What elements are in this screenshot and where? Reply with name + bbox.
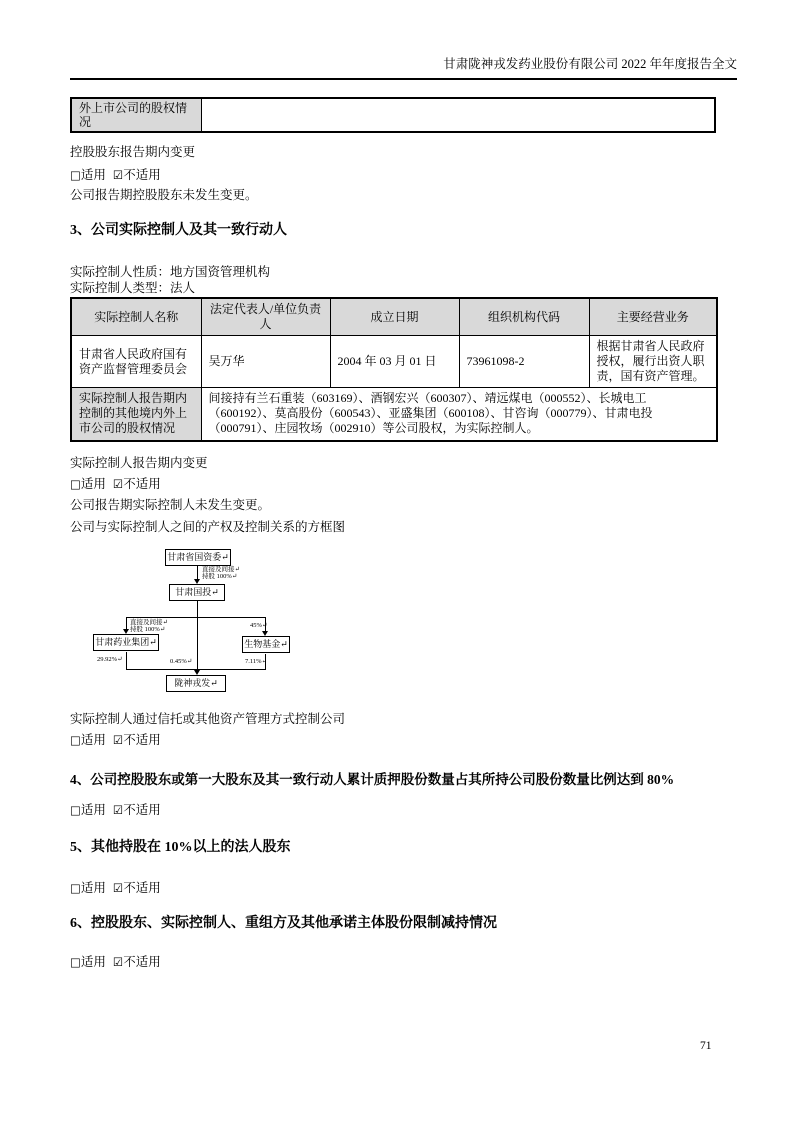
- arrow-down-icon: [262, 631, 268, 636]
- establish-date-cell: 2004 年 03 月 01 日: [330, 336, 459, 388]
- unchecked-checkbox-icon: □: [70, 732, 81, 747]
- checked-checkbox-icon: ☑: [112, 802, 124, 817]
- fragment-label-cell: 外上市公司的股权情况: [71, 98, 201, 132]
- connector-line: [126, 652, 127, 669]
- other-listed-value-cell: 间接持有兰石重装（603169）、酒钢宏兴（600307）、靖远煤电（000552）、长城电工（600192）、莫高股份（600543）、亚盛集团（600108）、甘咨询（000779）、甘肃电投（000791）、庄园牧场（002910）等公司股权，为实际控制人。: [201, 388, 717, 441]
- checked-checkbox-icon: ☑: [112, 880, 124, 895]
- other-listed-label-cell: 实际控制人报告期内控制的其他境内外上市公司的股权情况: [71, 388, 201, 441]
- col-header-establish-date: 成立日期: [330, 298, 459, 336]
- applicability-row: [70, 732, 737, 748]
- applicability-row: [70, 880, 737, 896]
- trust-control-title: 实际控制人通过信托或其他资产管理方式控制公司: [70, 711, 346, 726]
- table-row: [71, 98, 715, 132]
- ownership-structure-diagram: [70, 544, 716, 696]
- controller-change-title: 实际控制人报告期内变更: [70, 455, 208, 470]
- controller-nature-line: 实际控制人性质：地方国资管理机构: [70, 265, 271, 279]
- applicable-label: 适用: [80, 168, 106, 182]
- checked-checkbox-icon: ☑: [112, 732, 124, 747]
- connector-line: [197, 601, 198, 669]
- diagram-box-bio-fund: 生物基金↵: [242, 636, 290, 653]
- arrow-down-icon: [194, 579, 200, 584]
- controller-type-line: 实际控制人类型：法人: [70, 281, 196, 295]
- connector-line: [197, 566, 198, 580]
- checked-checkbox-icon: ☑: [112, 476, 124, 491]
- col-header-main-business: 主要经营业务: [589, 298, 717, 336]
- arrow-down-icon: [123, 629, 129, 634]
- table-row: [71, 336, 717, 388]
- holder-change-note: 公司报告期控股股东未发生变更。: [70, 188, 258, 202]
- not-applicable-label: 不适用: [123, 954, 161, 969]
- applicability-row: [70, 167, 737, 183]
- col-header-legal-rep: 法定代表人/单位负责人: [201, 298, 330, 336]
- unchecked-checkbox-icon: □: [70, 954, 81, 969]
- holder-change-title: 控股股东报告期内变更: [70, 145, 196, 159]
- applicable-label: 适用: [80, 802, 106, 817]
- connector-line: [126, 617, 266, 618]
- diagram-pct-pharma-group: 29.92%↵: [97, 655, 123, 663]
- checked-checkbox-icon: ☑: [112, 954, 124, 969]
- section3-heading: 3、公司实际控制人及其一致行动人: [70, 223, 287, 238]
- unchecked-checkbox-icon: □: [70, 802, 81, 817]
- applicability-row: [70, 954, 737, 970]
- applicability-row: [70, 476, 737, 492]
- not-applicable-label: 不适用: [123, 168, 161, 182]
- unchecked-checkbox-icon: □: [70, 168, 81, 182]
- diagram-box-company: 陇神戎发↵: [166, 675, 226, 692]
- table-header-row: [71, 298, 717, 336]
- applicable-label: 适用: [80, 880, 106, 895]
- not-applicable-label: 不适用: [123, 880, 161, 895]
- controller-name-cell: 甘肃省人民政府国有资产监督管理委员会: [71, 336, 201, 388]
- col-header-org-code: 组织机构代码: [459, 298, 589, 336]
- checked-checkbox-icon: ☑: [112, 168, 124, 182]
- controller-change-note: 公司报告期实际控制人未发生变更。: [70, 497, 271, 512]
- table-row: [71, 388, 717, 441]
- diagram-label-direct-holding: 直接及间接↵ 持股 100%↵: [202, 565, 240, 580]
- report-title: 甘肃陇神戎发药业股份有限公司 2022 年年度报告全文: [443, 57, 737, 71]
- applicability-row: [70, 802, 737, 818]
- diagram-caption: 公司与实际控制人之间的产权及控制关系的方框图: [70, 519, 346, 534]
- page-number: 71: [700, 1040, 712, 1052]
- unchecked-checkbox-icon: □: [70, 476, 81, 491]
- report-header: [70, 0, 737, 80]
- section4-heading: 4、公司控股股东或第一大股东及其一致行动人累计质押股份数量占其所持公司股份数量比例达到 80%: [70, 771, 675, 787]
- arrow-down-icon: [194, 670, 200, 675]
- section6-heading: 6、控股股东、实际控制人、重组方及其他承诺主体股份限制减持情况: [70, 915, 497, 931]
- fragment-value-cell: [201, 98, 715, 132]
- not-applicable-label: 不适用: [123, 802, 161, 817]
- not-applicable-label: 不适用: [123, 476, 161, 491]
- not-applicable-label: 不适用: [123, 732, 161, 747]
- diagram-box-pharma-group: 甘肃药业集团↵: [93, 634, 159, 651]
- diagram-label-45pct: 45%↵: [250, 621, 268, 629]
- section5-heading: 5、其他持股在 10%以上的法人股东: [70, 839, 291, 855]
- legal-rep-cell: 吴万华: [201, 336, 330, 388]
- col-header-controller-name: 实际控制人名称: [71, 298, 201, 336]
- diagram-pct-bio-fund: 7.11%↵: [245, 657, 267, 665]
- main-business-cell: 根据甘肃省人民政府授权，履行出资人职责，国有资产管理。: [589, 336, 717, 388]
- diagram-box-guotou: 甘肃国投↵: [169, 584, 225, 601]
- unchecked-checkbox-icon: □: [70, 880, 81, 895]
- diagram-label-direct-holding: 直接及间接↵ 持股 100%↵: [130, 618, 168, 633]
- shareholding-fragment-table: [70, 97, 716, 133]
- applicable-label: 适用: [80, 732, 106, 747]
- controller-table: [70, 297, 718, 442]
- applicable-label: 适用: [80, 476, 106, 491]
- applicable-label: 适用: [80, 954, 106, 969]
- org-code-cell: 73961098-2: [459, 336, 589, 388]
- diagram-pct-direct: 0.45%↵: [170, 657, 193, 665]
- diagram-box-sasac: 甘肃省国资委↵: [165, 549, 231, 566]
